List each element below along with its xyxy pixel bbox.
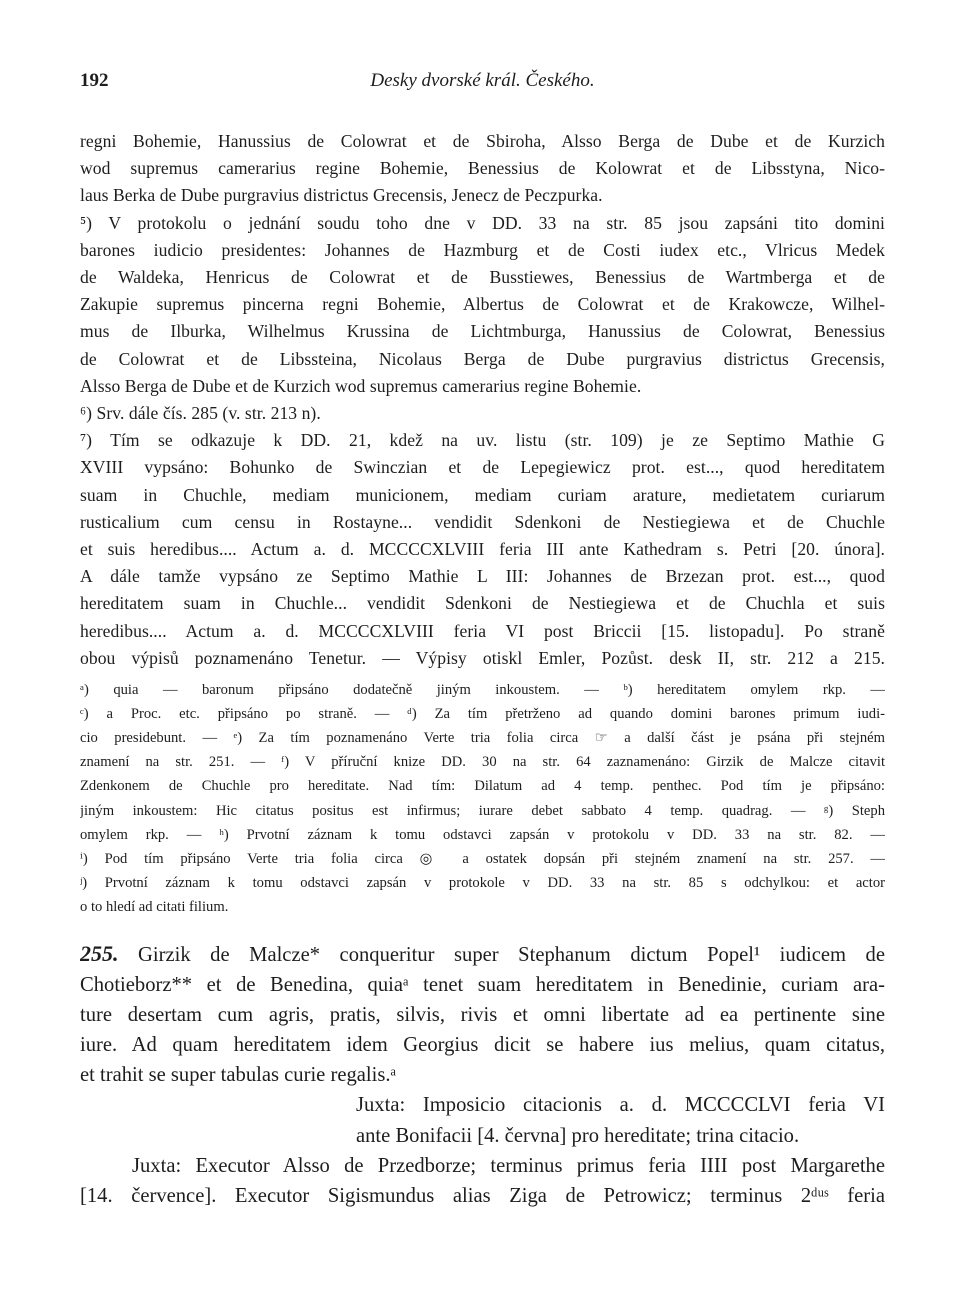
apparatus-line: omylem rkp. — ʰ) Prvotní záznam k tomu odstavci zapsán v protokolu v DD. 33 na str. 82. — (80, 826, 885, 843)
entry-number: 255. (80, 941, 119, 966)
apparatus-line: Zdenkonem de Chuchle pro hereditate. Nad tím: Dilatum ad 4 temp. penthec. Pod tím je připsáno: (80, 778, 885, 795)
juxta-line: Juxta: Executor Alsso de Przedborze; terminus primus feria IIII post Margarethe (132, 1154, 885, 1177)
footnote-line: XVIII vypsáno: Bohunko de Swinczian et de Lepegiewicz prot. est..., quod hereditatem (80, 457, 885, 478)
apparatus-line: ᶜ) a Proc. etc. připsáno po straně. — ᵈ) Za tím přetrženo ad quando domini barones primum iudi- (80, 706, 885, 723)
apparatus-line: jiným inkoustem: Hic citatus positus est infirmus; iurare debet sabbato 4 temp. quadrag. — ᵍ) Steph (80, 802, 885, 819)
footnote-line: de Waldeka, Henricus de Colowrat et de Busstiewes, Benessius de Wartmberga et de (80, 267, 885, 288)
entry-text: Girzik de Malcze* conqueritur super Stephanum dictum Popel¹ iudicem de (138, 944, 885, 966)
apparatus-line: cio presidebunt. — ᵉ) Za tím poznamenáno Verte tria folia circa ☞ a další část je psána při stejném (80, 730, 885, 747)
apparatus-line: o to hledí ad citati filium. (80, 898, 229, 915)
footnote-line: heredibus.... Actum a. d. MCCCCXLVIII feria VI post Briccii [15. listopadu]. Po straně (80, 620, 885, 641)
page-number: 192 (80, 70, 109, 91)
running-title: Desky dvorské král. Českého. (370, 70, 595, 91)
footnote-line: suam in Chuchle, mediam municionem, mediam curiam arature, medietatem curiarum (80, 484, 885, 505)
footnote-line: obou výpisů poznamenáno Tenetur. — Výpisy otiskl Emler, Pozůst. desk II, str. 212 a 215. (80, 647, 885, 668)
entry-line: iure. Ad quam hereditatem idem Georgius dicit se habere ius melius, quam citatus, (80, 1034, 885, 1057)
footnote-line: laus Berka de Dube purgravius districtus Grecensis, Jenecz de Peczpurka. (80, 185, 603, 206)
apparatus-line: ⁱ) Pod tím připsáno Verte tria folia circa ◎ a ostatek dopsán při stejném znamení na str. 257. — (80, 850, 885, 867)
juxta-line: Juxta: Imposicio citacionis a. d. MCCCCLVI feria VI (356, 1094, 885, 1117)
footnote-line: ⁵) V protokolu o jednání soudu toho dne v DD. 33 na str. 85 jsou zapsáni tito domini (80, 212, 885, 233)
footnotes-block (80, 128, 885, 672)
footnote-line: ⁷) Tím se odkazuje k DD. 21, kdež na uv. listu (str. 109) je ze Septimo Mathie G (80, 430, 885, 451)
apparatus-line: znamení na str. 251. — ᶠ) V příruční knize DD. 30 na str. 64 zaznamenáno: Girzik de Malcze citavit (80, 754, 885, 771)
entry-line: Chotieborz** et de Benedina, quiaᵃ tenet suam hereditatem in Benedinie, curiam ara- (80, 974, 885, 997)
page-header (80, 70, 885, 104)
entry-line (80, 939, 885, 970)
footnote-line: regni Bohemie, Hanussius de Colowrat et de Sbiroha, Alsso Berga de Dube et de Kurzich (80, 131, 885, 151)
entry-line: et trahit se super tabulas curie regalis.ᵃ (80, 1064, 397, 1087)
juxta-line: [14. července]. Executor Sigismundus alias Ziga de Petrowicz; terminus 2ᵈᵘˢ feria (80, 1184, 885, 1207)
footnote-line: et suis heredibus.... Actum a. d. MCCCCXLVIII feria III ante Kathedram s. Petri [20. února]. (80, 539, 885, 560)
critical-apparatus (80, 678, 885, 919)
juxta-line: ante Bonifacii [4. června] pro hereditate; trina citacio. (356, 1124, 800, 1147)
footnote-line: Alsso Berga de Dube et de Kurzich wod supremus camerarius regine Bohemie. (80, 375, 642, 396)
apparatus-line: ʲ) Prvotní záznam k tomu odstavci zapsán v protokole v DD. 33 na str. 85 s odchylkou: et actor (80, 874, 885, 891)
apparatus-line: ᵃ) quia — baronum připsáno dodatečně jiným inkoustem. — ᵇ) hereditatem omylem rkp. — (80, 682, 885, 699)
footnote-line: ⁶) Srv. dále čís. 285 (v. str. 213 n). (80, 403, 321, 424)
footnote-line: mus de Ilburka, Wilhelmus Krussina de Lichtmburga, Hanussius de Colowrat, Benessius (80, 321, 885, 342)
footnote-line: wod supremus camerarius regine Bohemie, Benessius de Kolowrat et de Libsstyna, Nico- (80, 158, 885, 179)
footnote-line: Zakupie supremus pincerna regni Bohemie, Albertus de Colowrat et de Krakowcze, Wilhel- (80, 294, 885, 315)
entry-line: ture desertam cum agris, pratis, silvis, rivis et omni libertate ad ea pertinente sine (80, 1004, 885, 1027)
footnote-line: barones iudicio presidentes: Johannes de Hazmburg et de Costi iudex etc., Vlricus Medek (80, 239, 885, 260)
page (80, 70, 885, 1211)
footnote-line: A dále tamže vypsáno ze Septimo Mathie L III: Johannes de Brzezan prot. est..., quod (80, 566, 885, 587)
footnote-line: rusticalium cum censu in Rostayne... vendidit Sdenkoni de Nestiegiewa et de Chuchle (80, 511, 885, 532)
entry-255 (80, 939, 885, 1211)
footnote-line: hereditatem suam in Chuchle... vendidit Sdenkoni de Nestiegiewa et de Chuchla et suis (80, 593, 885, 614)
footnote-line: de Colowrat et de Libssteina, Nicolaus Berga de Dube purgravius districtus Grecensis, (80, 348, 885, 369)
